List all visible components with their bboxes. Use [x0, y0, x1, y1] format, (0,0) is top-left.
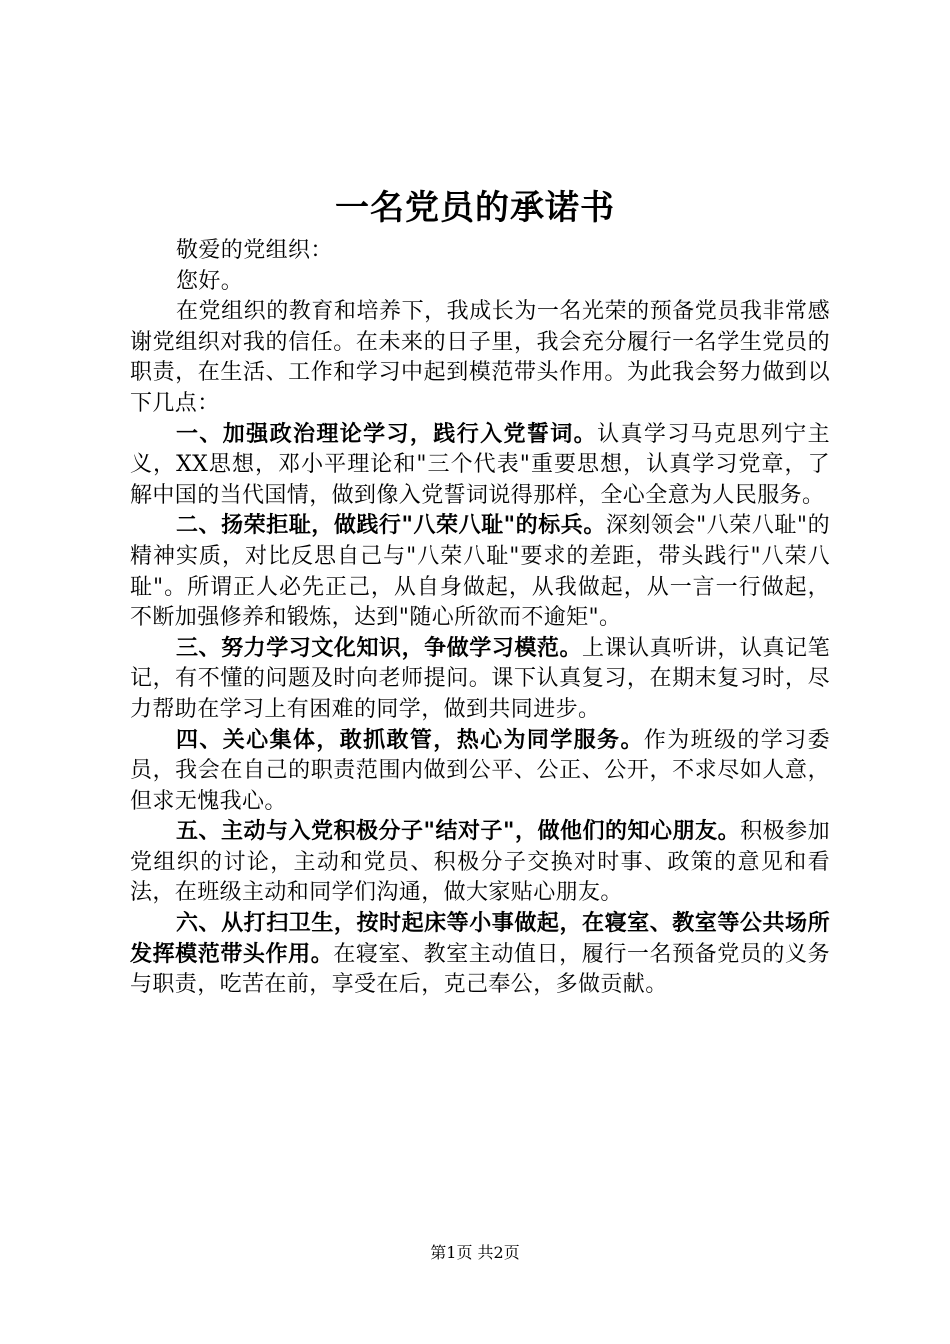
point-paragraph-5: [130, 817, 830, 909]
point-text-2: 深刻领会"八荣八耻"的精神实质，对比反思自己与"八荣八耻"要求的差距，带头践行"八荣八耻"。所谓正人必先正己，从自身做起，从我做起，从一言一行做起，不断加强修养和锻炼，达到"随心所欲而不逾矩"。: [130, 513, 830, 631]
salutation: 敬爱的党组织：: [176, 238, 333, 263]
point-heading-3: 三、努力学习文化知识，争做学习模范。: [176, 635, 583, 661]
point-heading-5: 五、主动与入党积极分子"结对子"，做他们的知心朋友。: [176, 819, 741, 845]
point-text-1: 认真学习马克思列宁主义，XX思想，邓小平理论和"三个代表"重要思想，认真学习党章，了解中国的当代国情，做到像入党誓词说得那样，全心全意为人民服务。: [130, 421, 830, 508]
point-heading-4: 四、关心集体，敢抓敢管，热心为同学服务。: [176, 727, 644, 753]
point-paragraph-6: [130, 909, 830, 1001]
point-text-3: 上课认真听讲，认真记笔记，有不懂的问题及时向老师提问。课下认真复习，在期末复习时，尽力帮助在学习上有困难的同学，做到共同进步。: [130, 635, 831, 722]
point-text-6: 在寝室、教室主动值日，履行一名预备党员的义务与职责，吃苦在前，享受在后，克己奉公，多做贡献。: [130, 941, 830, 998]
greeting: 您好。: [176, 268, 244, 294]
point-paragraph-3: [130, 634, 830, 726]
point-text-5: 积极参加党组织的讨论，主动和党员、积极分子交换对时事、政策的意见和看法，在班级主动和同学们沟通，做大家贴心朋友。: [130, 819, 830, 906]
point-text-4: 作为班级的学习委员，我会在自己的职责范围内做到公平、公正、公开，不求尽如人意，但求无愧我心。: [130, 727, 830, 814]
point-heading-2: 二、扬荣拒耻，做践行"八荣八耻"的标兵。: [176, 513, 606, 539]
point-paragraph-4: [130, 726, 830, 818]
document-title: 一名党员的承诺书: [335, 188, 615, 228]
point-heading-1: 一、加强政治理论学习，践行入党誓词。: [176, 421, 598, 447]
point-paragraph-2: [130, 511, 830, 633]
document-body: [130, 236, 830, 1001]
intro-paragraph: 在党组织的教育和培养下，我成长为一名光荣的预备党员我非常感谢党组织对我的信任。在未来的日子里，我会充分履行一名学生党员的职责，在生活、工作和学习中起到模范带头作用。为此我会努力做到以下几点：: [130, 299, 830, 416]
point-paragraph-1: [130, 420, 830, 512]
point-heading-6: 六、从打扫卫生，按时起床等小事做起，在寝室、教室等公共场所发挥模范带头作用。: [130, 911, 830, 967]
page-footer: 第1页 共2页: [430, 1243, 520, 1262]
